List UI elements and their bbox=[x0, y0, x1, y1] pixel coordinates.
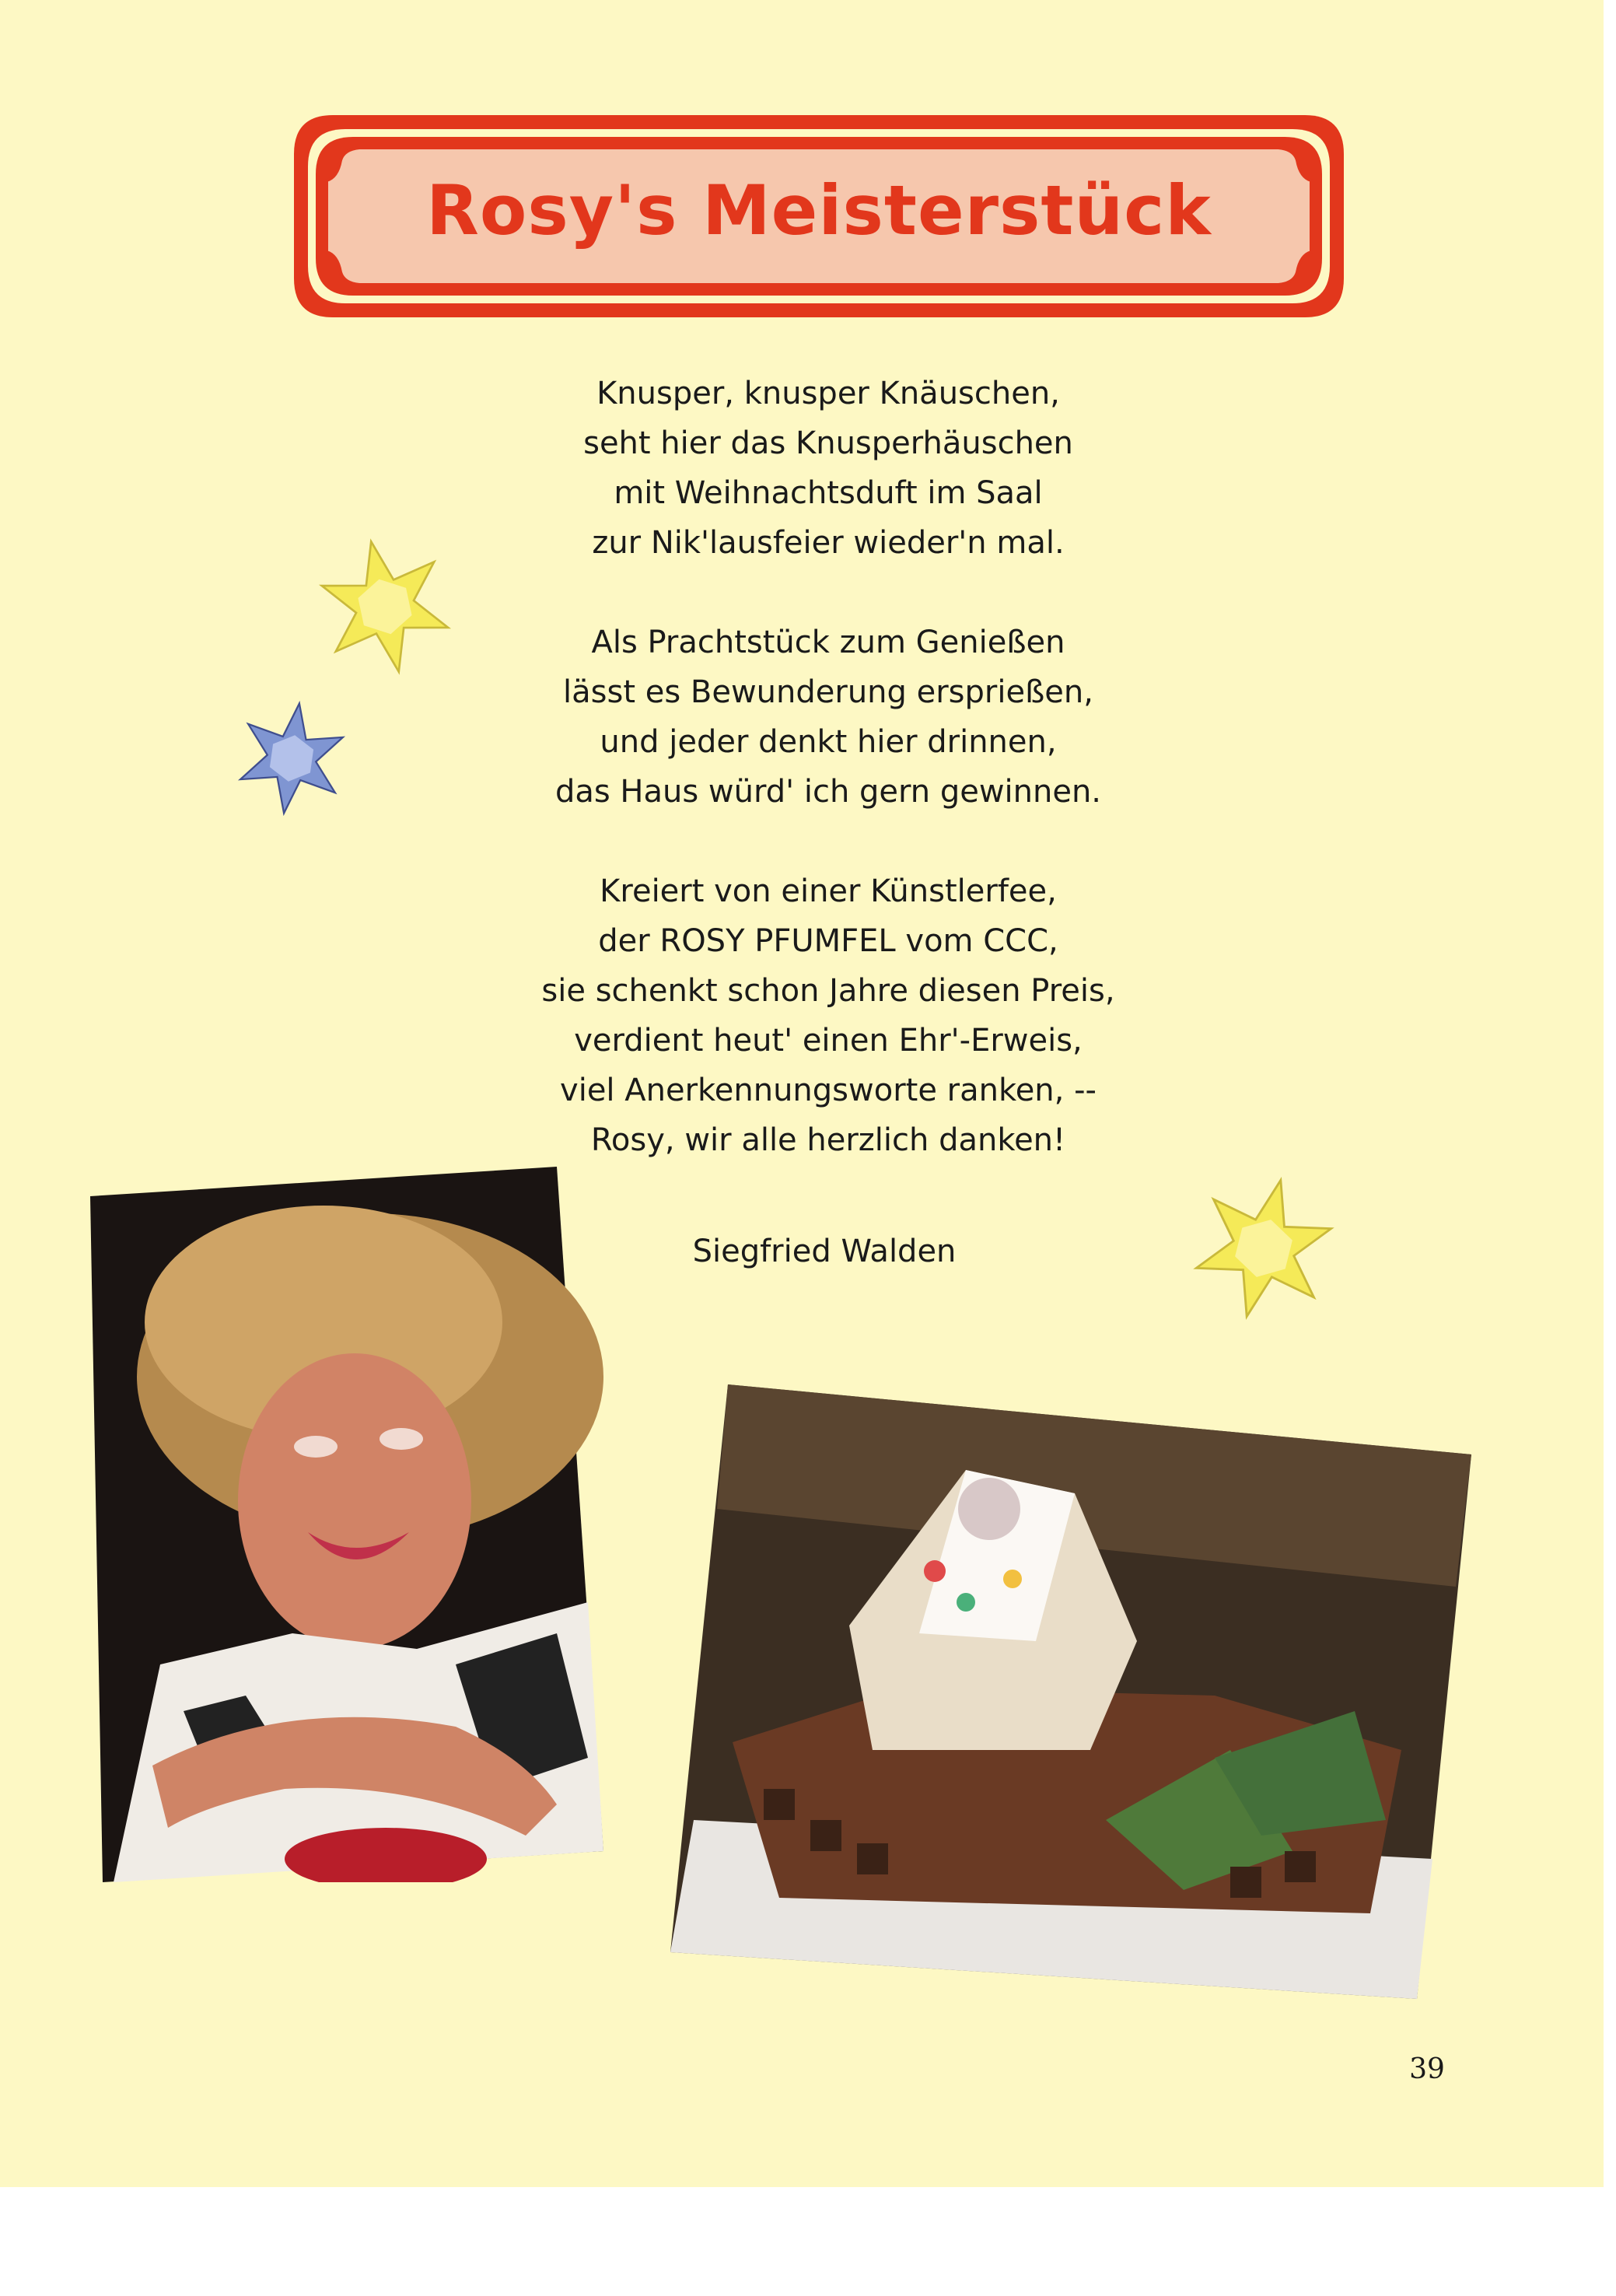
yellow-star-icon bbox=[315, 537, 455, 677]
poem-line: und jeder denkt hier drinnen, bbox=[600, 724, 1057, 760]
poem-line: verdient heut' einen Ehr'-Erweis, bbox=[574, 1023, 1083, 1059]
yellow-star-icon bbox=[1190, 1174, 1338, 1322]
stanza-2 bbox=[467, 618, 1190, 817]
poem-line: seht hier das Knusperhäuschen bbox=[583, 425, 1073, 461]
poem-line: Kreiert von einer Künstlerfee, bbox=[600, 873, 1057, 909]
poem-line: Rosy, wir alle herzlich danken! bbox=[590, 1122, 1066, 1158]
stanza-1 bbox=[467, 369, 1190, 568]
page-number: 39 bbox=[1409, 2053, 1445, 2085]
poem-line: das Haus würd' ich gern gewinnen. bbox=[554, 774, 1102, 810]
poem-line: zur Nik'lausfeier wieder'n mal. bbox=[592, 525, 1065, 561]
poem-author: Siegfried Walden bbox=[692, 1234, 957, 1269]
poem bbox=[467, 369, 1190, 1215]
blue-star-icon bbox=[233, 700, 350, 817]
portrait-photo bbox=[90, 1167, 603, 1882]
poem-line: der ROSY PFUMFEL vom CCC, bbox=[598, 923, 1058, 959]
page-title: Rosy's Meisterstück bbox=[426, 170, 1212, 250]
gingerbread-house-photo bbox=[670, 1384, 1471, 1999]
poem-line: Knusper, knusper Knäuschen, bbox=[596, 376, 1060, 411]
poem-line: lässt es Bewunderung ersprießen, bbox=[563, 674, 1093, 710]
poem-line: viel Anerkennungsworte ranken, -- bbox=[560, 1073, 1097, 1108]
stanza-3 bbox=[467, 866, 1190, 1165]
poem-line: sie schenkt schon Jahre diesen Preis, bbox=[541, 973, 1115, 1009]
poem-line: mit Weihnachtsduft im Saal bbox=[614, 475, 1043, 511]
poem-line: Als Prachtstück zum Genießen bbox=[591, 625, 1065, 660]
